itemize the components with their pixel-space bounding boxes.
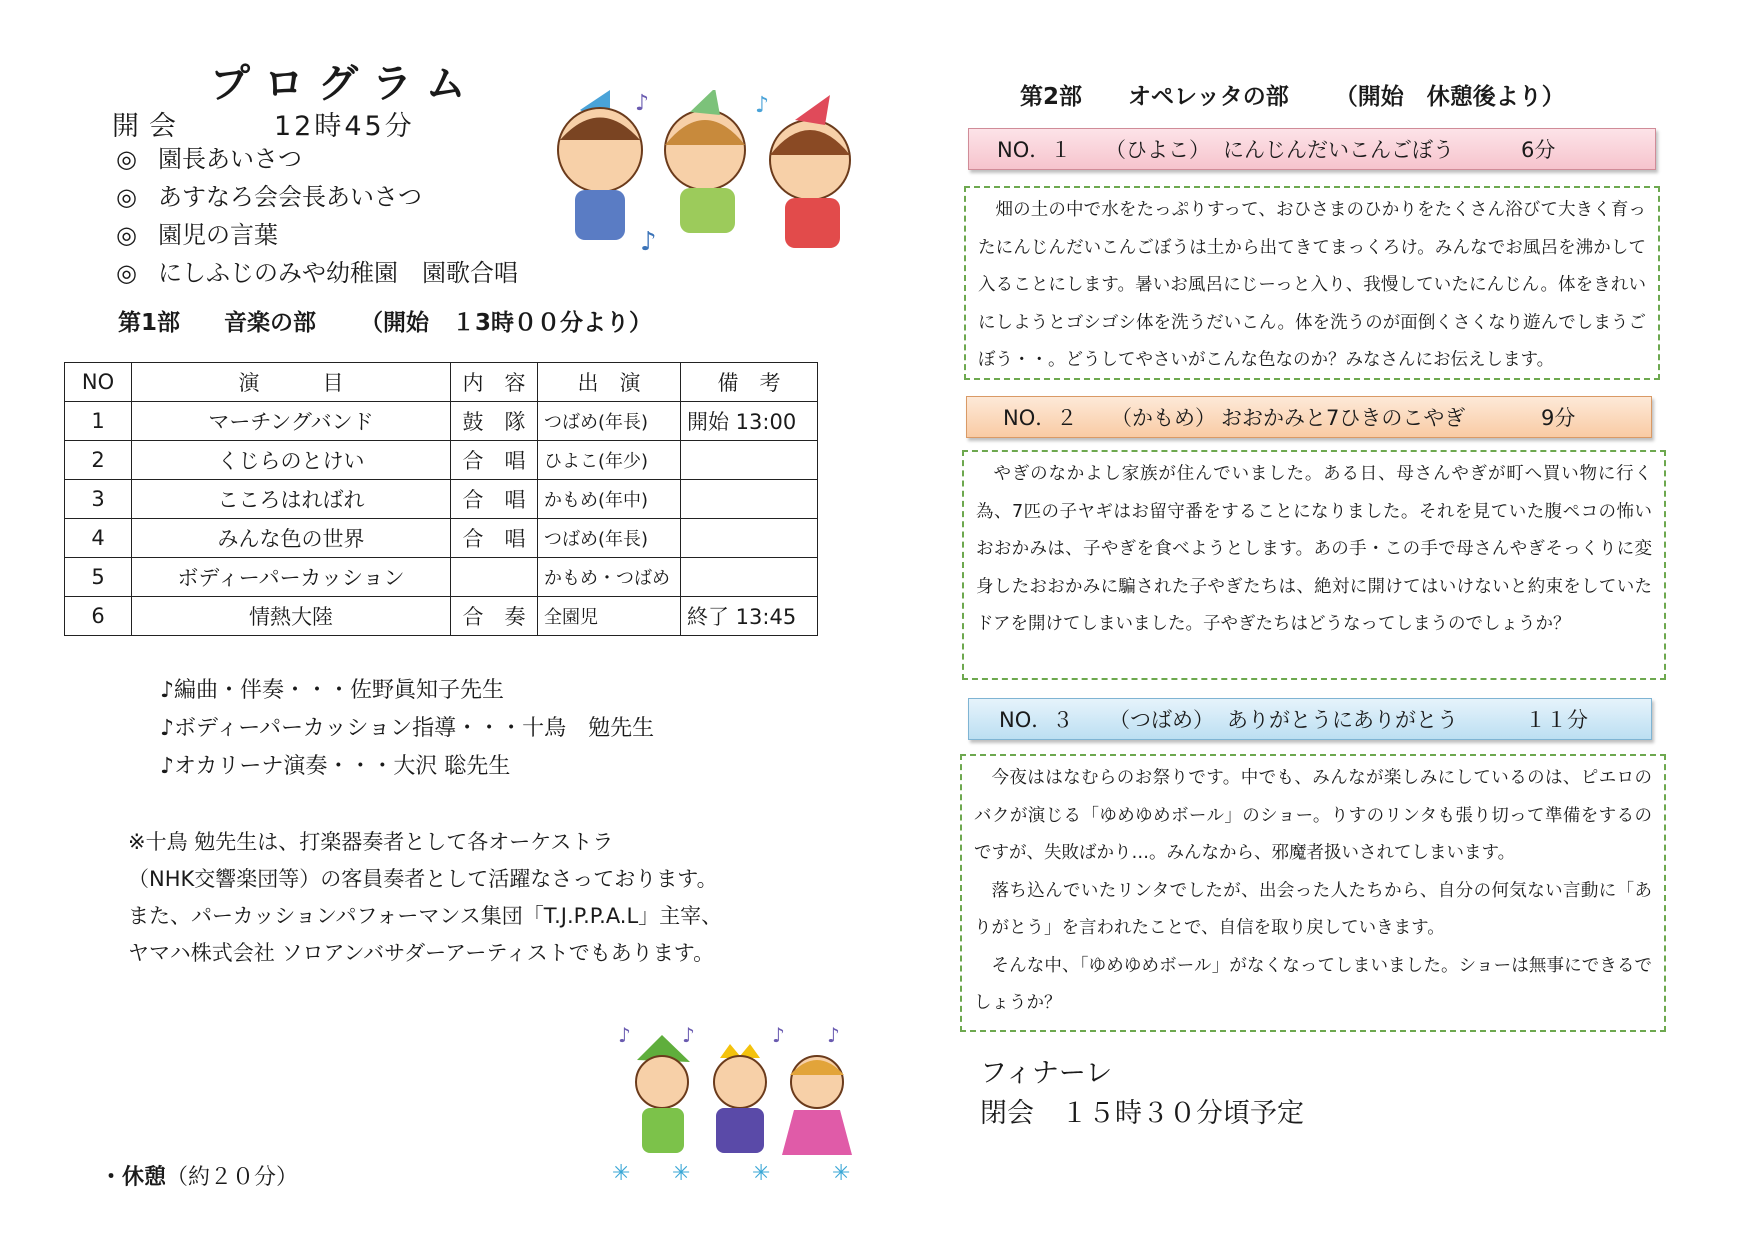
col-header-title: 演 目 [132,363,451,402]
finale-block [980,1054,1304,1134]
opening-time: 12時45分 [274,111,415,142]
play-synopsis-3: 今夜ははなむらのお祭りです。中でも、みんなが楽しみにしているのは、ピエロのバクが演じる「ゆめゆめボール」のショー。りすのリンタも張り切って準備をするのですが、失敗ばかり…。みんなから、邪魔者扱いされてしまいます。 落ち込んでいたリンタでしたが、出会った人たちから、自分の何気ない言動に「ありがとう」を言われたことで、自信を取り戻していきます。 そんな中、「ゆめゆめボール」がなくなってしまいました。ショーは無事にできるでしょうか？ [960,754,1666,1032]
col-header-no: NO [65,363,132,402]
table-row: 6 情熱大陸 合 奏 全園児 終了 13:45 [65,597,818,636]
part2-name: オペレッタの部 [1128,84,1289,110]
children-in-costumes-dancing-icon [612,1020,862,1185]
page-title: プログラム [210,61,480,107]
credit-line: ♪ボディーパーカッション指導・・・十鳥 勉先生 [160,716,655,741]
part1-name: 音楽の部 [224,310,317,336]
performer-note: ※十鳥 勉先生は、打楽器奏者として各オーケストラ （NHK交響楽団等）の客員奏者として活躍なさっております。 また、パーカッションパフォーマンス集団「T.J.P.P.A.L」主宰、 ヤマハ株式会社 ソロアンバサダーアーティストでもあります。 [128,830,723,965]
svg-text:♪: ♪ [635,91,650,116]
credits [160,672,654,786]
table-row: 2 くじらのとけい 合 唱 ひよこ(年少) [65,441,818,480]
break-info [100,1160,298,1191]
list-item: ◎ あすなろ会会長あいさつ [116,183,422,211]
table-row: 1 マーチングバンド 鼓 隊 つばめ(年長) 開始 13:00 [65,402,818,441]
table-row: 5 ボディーパーカッション かもめ・つばめ [65,558,818,597]
credit-line: ♪オカリーナ演奏・・・大沢 聡先生 [160,754,511,779]
svg-text:✳: ✳ [832,1161,851,1185]
list-item: ◎ 園長あいさつ [116,145,302,173]
break-label: ・休憩 [100,1165,167,1190]
opening-items [116,140,518,292]
svg-text:♪: ♪ [772,1023,785,1047]
music-program-table [64,362,818,636]
play-synopsis-1: 畑の土の中で水をたっぷりすって、おひさまのひかりをたくさん浴びて大きく育ったにんじんだいこんごぼうは土から出てきてまっくろけ。みんなでお風呂を沸かして入ることにします。暑いお風呂にじーっと入り、我慢していたにんじん。体をきれいにしようとゴシゴシ体を洗うだいこん。体を洗うのが面倒くさくなり遊んでしまうごぼう・・。どうしてやさいがこんな色なのか？みなさんにお伝えします。 [964,186,1660,380]
play-header-1: NO．１ （ひよこ） にんじんだいこんごぼう 6分 [968,128,1656,170]
svg-text:✳: ✳ [612,1161,631,1185]
part1-label: 第1部 [118,310,181,336]
part1-heading [118,304,652,337]
credit-line: ♪編曲・伴奏・・・佐野眞知子先生 [160,678,505,703]
part2-label: 第2部 [1020,84,1083,110]
svg-text:✳: ✳ [672,1161,691,1185]
children-playing-instruments-icon [540,90,870,260]
svg-text:♪: ♪ [640,227,657,257]
play-synopsis-2: やぎのなかよし家族が住んでいました。ある日、母さんやぎが町へ買い物に行く為、7匹の子ヤギはお留守番をすることになりました。それを見ていた腹ペコの怖いおおかみは、子やぎを食べようとします。あの手・この手で母さんやぎそっくりに変身したおおかみに騙された子やぎたちは、絶対に開けてはいけないと約束をしていたドアを開けてしまいました。子やぎたちはどうなってしまうのでしょうか？ [962,450,1666,680]
col-header-remarks: 備 考 [681,363,818,402]
closing-time: 閉会 １５時３０分頃予定 [980,1098,1304,1129]
svg-text:♪: ♪ [827,1023,840,1047]
list-item: ◎ 園児の言葉 [116,221,278,249]
svg-text:✳: ✳ [752,1161,771,1185]
play-header-2: NO．２ （かもめ） おおかみと7ひきのこやぎ 9分 [966,396,1652,438]
list-item: ◎ にしふじのみや幼稚園 園歌合唱 [116,259,518,287]
opening-row [112,104,415,143]
finale-label: フィナーレ [980,1058,1113,1089]
opening-label: 開会 [112,111,186,142]
col-header-content: 内 容 [451,363,538,402]
play-header-3: NO．３ （つばめ） ありがとうにありがとう １１分 [968,698,1652,740]
table-row: 4 みんな色の世界 合 唱 つばめ(年長) [65,519,818,558]
part1-start: （開始 １3時００分より） [360,310,653,336]
col-header-performers: 出 演 [538,363,681,402]
svg-text:♪: ♪ [618,1023,631,1047]
svg-text:♪: ♪ [682,1023,695,1047]
break-duration: （約２０分） [166,1165,299,1190]
part2-heading [1020,78,1565,111]
table-row: 3 こころはればれ 合 唱 かもめ(年中) [65,480,818,519]
svg-text:♪: ♪ [755,93,770,118]
part2-start: （開始 休憩後より） [1334,84,1565,110]
